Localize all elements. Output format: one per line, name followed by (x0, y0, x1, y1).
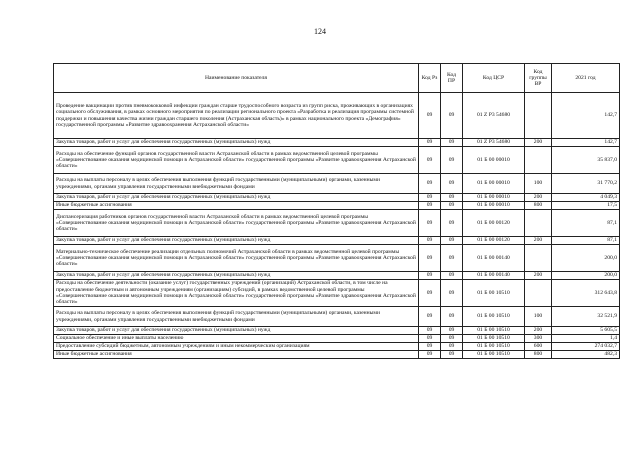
row-value: 142,7 (552, 139, 620, 147)
row-pr: 09 (441, 93, 463, 139)
row-vr: 100 (525, 307, 552, 327)
table-header-row (54, 64, 620, 93)
row-csr: 01 Б 00 00120 (463, 210, 525, 237)
row-name: Закупка товаров, работ и услуг для обеспечения государственных (муниципальных) нужд (54, 139, 419, 147)
row-name: Расходы на обеспечение функций органов государственной власти Астраханской области в рамках ведомственной целевой программы «Совершенствование оказания медицинской помощи в Астраханской области» государственной программы «Развитие здравоохранения Астраханской области» (54, 147, 419, 174)
row-value: 17,5 (552, 202, 620, 210)
row-value: 274 032,7 (552, 343, 620, 351)
row-vr: 200 (525, 237, 552, 245)
row-vr (525, 147, 552, 174)
row-rz: 09 (419, 351, 441, 359)
table-row (54, 194, 620, 202)
row-name: Проведение вакцинации против пневмококковой инфекции граждан старше трудоспособного возраста из групп риска, проживающих в организациях социального обслуживания, в рамках основного мероприятия по реализации регионального проекта «Разработка и реализация программы системной поддержки и повышения качества жизни граждан старшего поколения (Астраханская область)» в рамках национального проекта «Демография» государственной программы «Развитие здравоохранения Астраханской области» (54, 93, 419, 139)
row-value: 5 605,5 (552, 327, 620, 335)
row-value: 482,3 (552, 351, 620, 359)
row-name: Иные бюджетные ассигнования (54, 351, 419, 359)
row-value: 32 521,9 (552, 307, 620, 327)
row-name: Закупка товаров, работ и услуг для обеспечения государственных (муниципальных) нужд (54, 194, 419, 202)
table-row (54, 307, 620, 327)
row-vr: 200 (525, 327, 552, 335)
row-rz: 09 (419, 280, 441, 307)
row-vr: 100 (525, 174, 552, 194)
row-pr: 09 (441, 237, 463, 245)
row-rz: 09 (419, 272, 441, 280)
row-rz: 09 (419, 335, 441, 343)
row-vr (525, 245, 552, 272)
budget-table (53, 63, 620, 359)
row-name: Закупка товаров, работ и услуг для обеспечения государственных (муниципальных) нужд (54, 272, 419, 280)
row-vr: 200 (525, 272, 552, 280)
row-rz: 09 (419, 343, 441, 351)
row-csr: 01 Б 00 00120 (463, 237, 525, 245)
row-value: 1,4 (552, 335, 620, 343)
table-row (54, 174, 620, 194)
row-rz: 09 (419, 174, 441, 194)
row-csr: 01 Б 00 10510 (463, 351, 525, 359)
row-rz: 09 (419, 202, 441, 210)
row-name: Материально-техническое обеспечение реализации отдельных полномочий Астраханской области в рамках ведомственной целевой программы «Совершенствование оказания медицинской помощи в Астраханской области» государственной программы «Развитие здравоохранения Астраханской области» (54, 245, 419, 272)
row-pr: 09 (441, 139, 463, 147)
table-row (54, 93, 620, 139)
row-vr: 200 (525, 194, 552, 202)
row-value: 142,7 (552, 93, 620, 139)
table-row (54, 343, 620, 351)
table-row (54, 272, 620, 280)
row-rz: 09 (419, 327, 441, 335)
row-name: Диспансеризация работников органов государственной власти Астраханской области в рамках ведомственной целевой программы «Совершенствование оказания медицинской помощи в Астраханской области» государственной программы «Развитие здравоохранения Астраханской области» (54, 210, 419, 237)
row-rz: 09 (419, 139, 441, 147)
row-vr: 300 (525, 335, 552, 343)
row-csr: 01 Б 00 10510 (463, 327, 525, 335)
row-csr: 01 Б 00 00010 (463, 174, 525, 194)
row-rz: 09 (419, 194, 441, 202)
row-value: 31 770,2 (552, 174, 620, 194)
row-csr: 01 Б 00 10510 (463, 280, 525, 307)
row-value: 200,0 (552, 245, 620, 272)
row-csr: 01 Z P3 54680 (463, 139, 525, 147)
header-vr: Код группы ВР (525, 64, 552, 93)
table-row (54, 327, 620, 335)
row-pr: 09 (441, 147, 463, 174)
row-name: Расходы на обеспечение деятельности (оказание услуг) государственных учреждений (организаций) Астраханской области, в том числе на предоставление бюджетным и автономным учреждениям (организациям) субсидий, в рамках ведомственной целевой программы «Совершенствование оказания медицинской помощи в Астраханской области» государственной программы «Развитие здравоохранения Астраханской области» (54, 280, 419, 307)
row-rz: 09 (419, 93, 441, 139)
row-vr (525, 280, 552, 307)
header-rz: Код Рз (419, 64, 441, 93)
row-pr: 09 (441, 272, 463, 280)
header-pr: Код ПР (441, 64, 463, 93)
row-value: 4 049,3 (552, 194, 620, 202)
row-name: Закупка товаров, работ и услуг для обеспечения государственных (муниципальных) нужд (54, 327, 419, 335)
table-row (54, 351, 620, 359)
table-row (54, 280, 620, 307)
row-value: 312 643,8 (552, 280, 620, 307)
row-pr: 09 (441, 307, 463, 327)
row-rz: 09 (419, 245, 441, 272)
row-pr: 09 (441, 194, 463, 202)
row-rz: 09 (419, 210, 441, 237)
row-value: 87,1 (552, 237, 620, 245)
row-vr: 200 (525, 139, 552, 147)
row-rz: 09 (419, 307, 441, 327)
row-pr: 09 (441, 245, 463, 272)
row-csr: 01 Б 00 00140 (463, 245, 525, 272)
table-row (54, 139, 620, 147)
row-pr: 09 (441, 351, 463, 359)
row-pr: 09 (441, 202, 463, 210)
row-vr (525, 93, 552, 139)
row-csr: 01 Б 00 10510 (463, 307, 525, 327)
table-row (54, 202, 620, 210)
table-row (54, 237, 620, 245)
row-pr: 09 (441, 343, 463, 351)
row-value: 87,1 (552, 210, 620, 237)
row-name: Закупка товаров, работ и услуг для обеспечения государственных (муниципальных) нужд (54, 237, 419, 245)
row-csr: 01 Б 00 10510 (463, 335, 525, 343)
row-csr: 01 Б 00 10510 (463, 343, 525, 351)
row-csr: 01 Б 00 00010 (463, 147, 525, 174)
row-pr: 09 (441, 210, 463, 237)
row-csr: 01 Б 00 00140 (463, 272, 525, 280)
row-vr (525, 210, 552, 237)
row-name: Расходы на выплаты персоналу в целях обеспечения выполнения функций государственными (муниципальными) органами, казенными учреждениями, органами управления государственными внебюджетными фондами (54, 174, 419, 194)
row-rz: 09 (419, 237, 441, 245)
row-value: 35 837,0 (552, 147, 620, 174)
header-year: 2021 год (552, 64, 620, 93)
page-number: 124 (314, 27, 326, 36)
row-name: Расходы на выплаты персоналу в целях обеспечения выполнения функций государственными (муниципальными) органами, казенными учреждениями, органами управления государственными внебюджетными фондами (54, 307, 419, 327)
row-name: Иные бюджетные ассигнования (54, 202, 419, 210)
row-value: 200,0 (552, 272, 620, 280)
row-name: Социальное обеспечение и иные выплаты населению (54, 335, 419, 343)
row-rz: 09 (419, 147, 441, 174)
header-csr: Код ЦСР (463, 64, 525, 93)
row-pr: 09 (441, 327, 463, 335)
row-csr: 01 Z P3 54680 (463, 93, 525, 139)
table-row (54, 210, 620, 237)
table-row (54, 147, 620, 174)
row-csr: 01 Б 00 00010 (463, 202, 525, 210)
table-row (54, 335, 620, 343)
row-vr: 800 (525, 351, 552, 359)
row-pr: 09 (441, 280, 463, 307)
row-name: Предоставление субсидий бюджетным, автономным учреждениям и иным некоммерческим организациям (54, 343, 419, 351)
table-row (54, 245, 620, 272)
header-name: Наименование показателя (54, 64, 419, 93)
row-csr: 01 Б 00 00010 (463, 194, 525, 202)
row-pr: 09 (441, 174, 463, 194)
row-pr: 09 (441, 335, 463, 343)
row-vr: 600 (525, 343, 552, 351)
row-vr: 800 (525, 202, 552, 210)
